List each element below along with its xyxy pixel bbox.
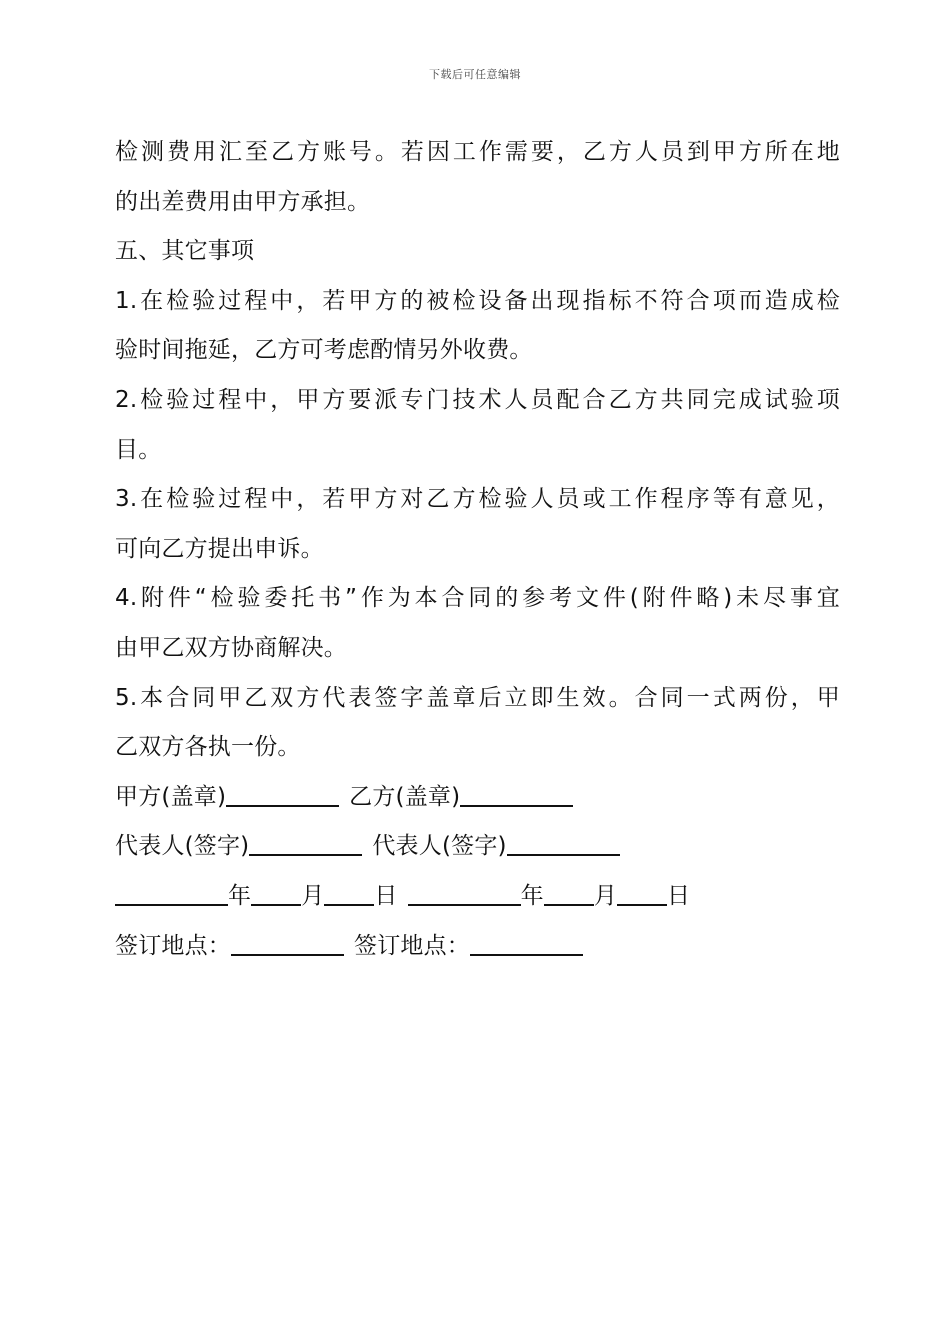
day-label: 日: [374, 882, 398, 909]
clause-1-line: 验时间拖延，乙方可考虑酌情另外收费。: [115, 337, 533, 364]
clause-4-line: 由甲乙双方协商解决。: [115, 634, 347, 661]
party-b-seal-label: 乙方(盖章): [349, 783, 461, 810]
party-a-seal-label: 甲方(盖章): [115, 783, 227, 810]
month-label: 月: [301, 882, 325, 909]
place-a-label: 签订地点：: [115, 932, 231, 959]
clause-1-line: 1.在检验过程中，若甲方的被检设备出现指标不符合项而造成检: [115, 287, 840, 314]
clause-2-line: 2.检验过程中，甲方要派专门技术人员配合乙方共同完成试验项: [115, 386, 840, 413]
party-a-seal-blank[interactable]: [226, 781, 339, 807]
section-heading: 五、其它事项: [115, 238, 255, 265]
seal-row: [115, 773, 840, 823]
day-label: 日: [667, 882, 691, 909]
place-b-blank[interactable]: [470, 930, 583, 956]
page-header: 下载后可任意编辑: [429, 68, 521, 81]
date-row: [115, 872, 840, 922]
month-a-blank[interactable]: [251, 880, 301, 906]
month-label: 月: [593, 882, 618, 909]
year-b-blank[interactable]: [408, 880, 521, 906]
place-b-label: 签订地点：: [354, 932, 470, 959]
clause-5-line: 乙双方各执一份。: [115, 734, 301, 761]
clause-3-line: 3.在检验过程中，若甲方对乙方检验人员或工作程序等有意见，: [115, 486, 840, 513]
year-label: 年: [228, 882, 252, 909]
paragraph-line: 检测费用汇至乙方账号。若因工作需要，乙方人员到甲方所在地: [115, 139, 840, 165]
clause-5-line: 5.本合同甲乙双方代表签字盖章后立即生效。合同一式两份，甲: [115, 684, 840, 711]
clause-2-line: 目。: [115, 436, 162, 463]
rep-b-blank[interactable]: [507, 830, 620, 856]
place-row: [115, 922, 840, 972]
rep-b-label: 代表人(签字): [372, 833, 507, 860]
year-label: 年: [520, 882, 544, 909]
clause-3-line: 可向乙方提出申诉。: [115, 535, 324, 562]
day-b-blank[interactable]: [617, 880, 667, 906]
rep-a-blank[interactable]: [249, 830, 362, 856]
representative-row: [115, 822, 840, 872]
rep-a-label: 代表人(签字): [115, 833, 250, 860]
document-body: [115, 128, 840, 971]
clause-4-line: 4.附件“检验委托书”作为本合同的参考文件(附件略)未尽事宜: [115, 585, 840, 612]
year-a-blank[interactable]: [115, 880, 228, 906]
party-b-seal-blank[interactable]: [460, 781, 573, 807]
paragraph-line: 的出差费用由甲方承担。: [115, 188, 371, 215]
place-a-blank[interactable]: [231, 930, 344, 956]
day-a-blank[interactable]: [324, 880, 374, 906]
month-b-blank[interactable]: [544, 880, 594, 906]
